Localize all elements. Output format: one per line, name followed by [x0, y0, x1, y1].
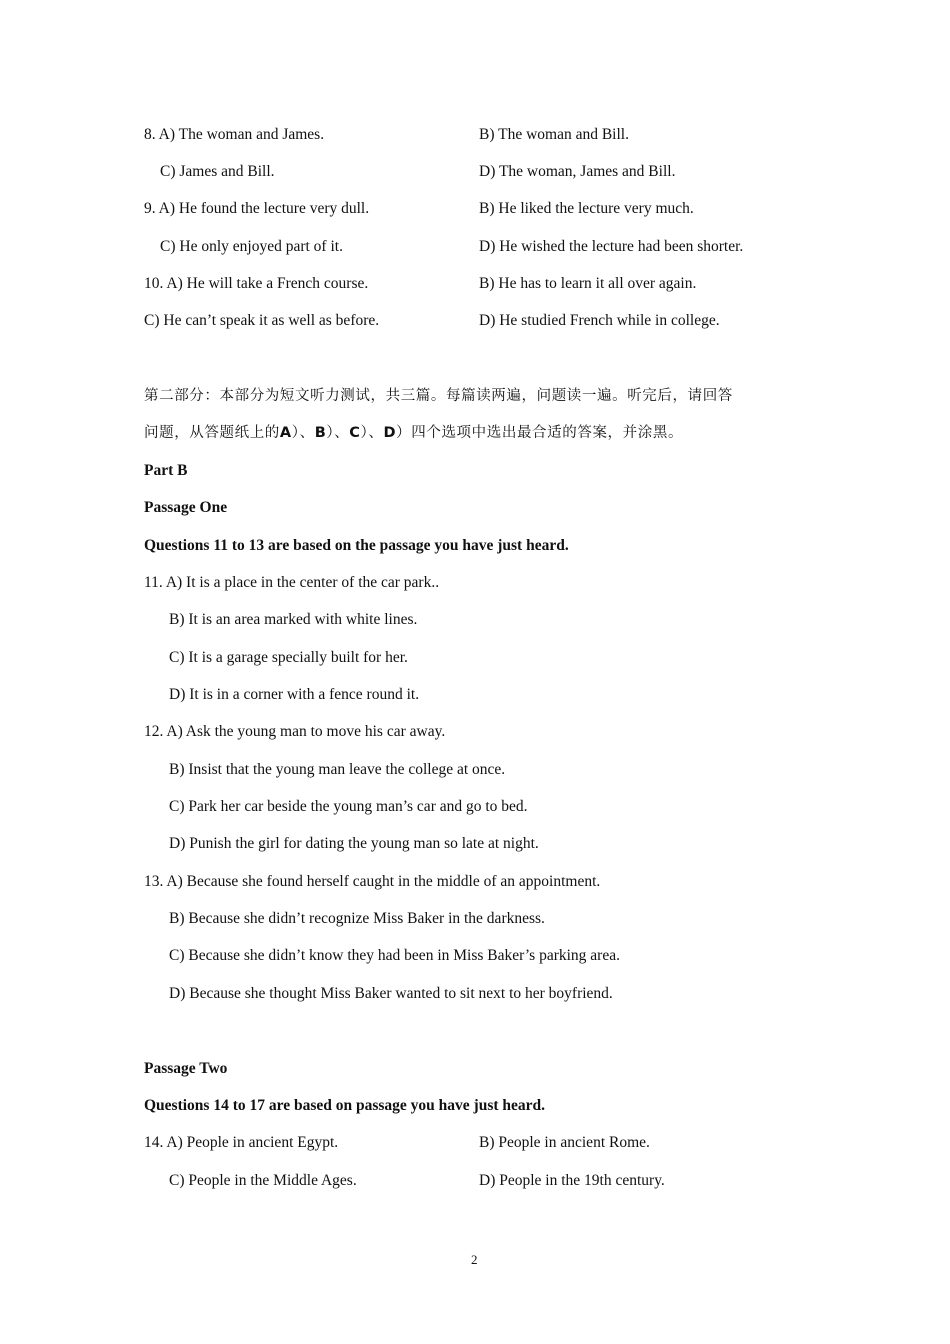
q11-option-a: 11. A) It is a place in the center of the car park.. — [144, 574, 440, 591]
passage-one-directions: Questions 11 to 13 are based on the passage you have just heard. — [144, 537, 569, 554]
q9-option-c: C) He only enjoyed part of it. — [160, 238, 343, 255]
q12-option-b: B) Insist that the young man leave the college at once. — [169, 761, 506, 778]
passage-two-title: Passage Two — [144, 1060, 228, 1077]
passage-two-directions: Questions 14 to 17 are based on passage you have just heard. — [144, 1097, 546, 1114]
q14-option-d: D) People in the 19th century. — [479, 1172, 665, 1189]
q8-option-c: C) James and Bill. — [160, 163, 275, 180]
q14-option-c: C) People in the Middle Ages. — [169, 1172, 357, 1189]
q13-option-b: B) Because she didn’t recognize Miss Baker in the darkness. — [169, 910, 545, 927]
q14-option-b: B) People in ancient Rome. — [479, 1134, 650, 1151]
q9-option-a: 9. A) He found the lecture very dull. — [144, 200, 370, 217]
passage-one-title: Passage One — [144, 499, 228, 516]
section-instructions-line-2 — [144, 423, 683, 443]
instructions-prefix: 问题，从答题纸上的 — [144, 425, 280, 441]
q13-option-c: C) Because she didn’t know they had been in Miss Baker’s parking area. — [169, 947, 620, 964]
instructions-separator: ）、 — [360, 425, 384, 441]
q11-option-b: B) It is an area marked with white lines. — [169, 611, 418, 628]
option-letter-b: B — [314, 425, 327, 441]
q10-option-c: C) He can’t speak it as well as before. — [144, 312, 380, 329]
q13-option-d: D) Because she thought Miss Baker wanted to sit next to her boyfriend. — [169, 985, 613, 1002]
instructions-suffix: ）四个选项中选出最合适的答案，并涂黑。 — [396, 425, 684, 441]
q10-option-d: D) He studied French while in college. — [479, 312, 720, 329]
page-number: 2 — [471, 1252, 478, 1267]
section-instructions-line-1: 第二部分：本部分为短文听力测试，共三篇。每篇读两遍，问题读一遍。听完后，请回答 — [144, 388, 733, 404]
q9-option-d: D) He wished the lecture had been shorter. — [479, 238, 744, 255]
instructions-separator: ）、 — [291, 425, 315, 441]
instructions-separator: ）、 — [326, 425, 350, 441]
q12-option-a: 12. A) Ask the young man to move his car away. — [144, 723, 446, 740]
q11-option-c: C) It is a garage specially built for her. — [169, 649, 408, 666]
part-b-heading: Part B — [144, 462, 188, 479]
q8-option-d: D) The woman, James and Bill. — [479, 163, 676, 180]
q10-option-b: B) He has to learn it all over again. — [479, 275, 697, 292]
q8-option-b: B) The woman and Bill. — [479, 126, 629, 143]
q12-option-c: C) Park her car beside the young man’s car and go to bed. — [169, 798, 528, 815]
option-letter-a: A — [279, 425, 292, 441]
option-letter-c: C — [349, 425, 361, 441]
q14-option-a: 14. A) People in ancient Egypt. — [144, 1134, 339, 1151]
q9-option-b: B) He liked the lecture very much. — [479, 200, 694, 217]
q10-option-a: 10. A) He will take a French course. — [144, 275, 369, 292]
q12-option-d: D) Punish the girl for dating the young man so late at night. — [169, 835, 539, 852]
option-letter-d: D — [383, 425, 397, 441]
q8-option-a: 8. A) The woman and James. — [144, 126, 325, 143]
q13-option-a: 13. A) Because she found herself caught in the middle of an appointment. — [144, 873, 601, 890]
q11-option-d: D) It is in a corner with a fence round it. — [169, 686, 420, 703]
